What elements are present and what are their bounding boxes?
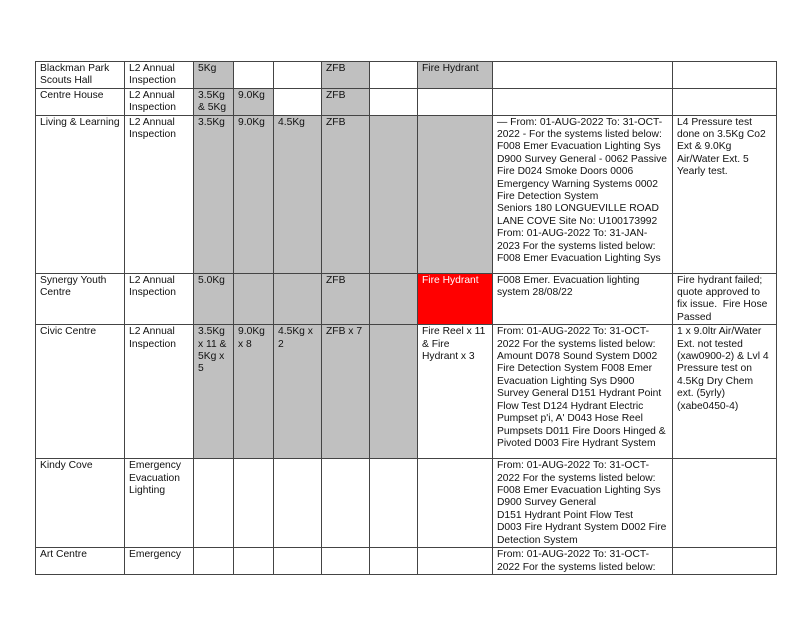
air-water-cell — [234, 548, 274, 575]
hydrant-reel-cell: Fire Hydrant — [418, 62, 493, 89]
site-cell: Centre House — [36, 88, 125, 115]
co2-cell: 5.0Kg — [194, 273, 234, 325]
comments-cell — [673, 459, 777, 548]
fire-blanket-cell: ZFB x 7 — [322, 325, 370, 459]
inspection-type-cell: Emergency Evacuation Lighting — [125, 459, 194, 548]
table-row — [36, 548, 777, 575]
systems-notes-cell — [493, 62, 673, 89]
blank-cell — [370, 115, 418, 273]
hydrant-reel-cell — [418, 88, 493, 115]
inspection-type-cell: L2 Annual Inspection — [125, 325, 194, 459]
fire-blanket-cell — [322, 459, 370, 548]
table-row — [36, 325, 777, 459]
inspection-type-cell: L2 Annual Inspection — [125, 62, 194, 89]
dry-chem-cell: 4.5Kg x 2 — [274, 325, 322, 459]
air-water-cell: 9.0Kg — [234, 88, 274, 115]
table-row — [36, 115, 777, 273]
hydrant-reel-cell: Fire Reel x 11 & Fire Hydrant x 3 — [418, 325, 493, 459]
blank-cell — [370, 459, 418, 548]
table-row — [36, 88, 777, 115]
table-row — [36, 273, 777, 325]
dry-chem-cell — [274, 62, 322, 89]
site-cell: Civic Centre — [36, 325, 125, 459]
comments-cell — [673, 62, 777, 89]
comments-cell — [673, 88, 777, 115]
comments-cell: Fire hydrant failed; quote approved to fix issue. Fire Hose Passed — [673, 273, 777, 325]
inspection-type-cell: L2 Annual Inspection — [125, 273, 194, 325]
co2-cell: 3.5Kg & 5Kg — [194, 88, 234, 115]
fire-blanket-cell: ZFB — [322, 115, 370, 273]
comments-cell: 1 x 9.0ltr Air/Water Ext. not tested (xaw0900-2) & Lvl 4 Pressure test on 4.5Kg Dry Chem ext. (5yrly) (xabe0450-4) — [673, 325, 777, 459]
site-cell: Kindy Cove — [36, 459, 125, 548]
inspection-type-cell: L2 Annual Inspection — [125, 115, 194, 273]
air-water-cell — [234, 62, 274, 89]
air-water-cell: 9.0Kg — [234, 115, 274, 273]
fire-blanket-cell: ZFB — [322, 273, 370, 325]
hydrant-reel-cell — [418, 459, 493, 548]
blank-cell — [370, 548, 418, 575]
hydrant-reel-cell-failed: Fire Hydrant — [418, 273, 493, 325]
comments-cell: L4 Pressure test done on 3.5Kg Co2 Ext & 9.0Kg Air/Water Ext. 5 Yearly test. — [673, 115, 777, 273]
fire-blanket-cell: ZFB — [322, 88, 370, 115]
dry-chem-cell — [274, 88, 322, 115]
dry-chem-cell: 4.5Kg — [274, 115, 322, 273]
site-cell: Art Centre — [36, 548, 125, 575]
site-cell: Synergy Youth Centre — [36, 273, 125, 325]
blank-cell — [370, 88, 418, 115]
hydrant-reel-cell — [418, 548, 493, 575]
inspection-type-cell: L2 Annual Inspection — [125, 88, 194, 115]
dry-chem-cell — [274, 273, 322, 325]
systems-notes-cell: F008 Emer. Evacuation lighting system 28/08/22 — [493, 273, 673, 325]
co2-cell: 3.5Kg x 11 & 5Kg x 5 — [194, 325, 234, 459]
inspection-type-cell: Emergency — [125, 548, 194, 575]
systems-notes-cell: — From: 01-AUG-2022 To: 31-OCT-2022 - For the systems listed below: F008 Emer Evacuation Lighting Sys D900 Survey General - 0062 Passive Fire D024 Smoke Doors 0006 Emergency Warning Systems 0002 Fire Detection System Seniors 180 LONGUEVILLE ROAD LANE COVE Site No: U100173992 From: 01-AUG-2022 To: 31-JAN-2023 For the systems listed below: F008 Emer Evacuation Lighting Sys — [493, 115, 673, 273]
fire-blanket-cell — [322, 548, 370, 575]
table-row — [36, 62, 777, 89]
dry-chem-cell — [274, 459, 322, 548]
site-cell: Blackman Park Scouts Hall — [36, 62, 125, 89]
hydrant-reel-cell — [418, 115, 493, 273]
site-cell: Living & Learning — [36, 115, 125, 273]
systems-notes-cell: From: 01-AUG-2022 To: 31-OCT-2022 For the systems listed below: F008 Emer Evacuation Lighting Sys D900 Survey General D151 Hydrant Point Flow Test D003 Fire Hydrant System D002 Fire Detection System — [493, 459, 673, 548]
air-water-cell — [234, 273, 274, 325]
co2-cell: 3.5Kg — [194, 115, 234, 273]
co2-cell: 5Kg — [194, 62, 234, 89]
blank-cell — [370, 62, 418, 89]
blank-cell — [370, 273, 418, 325]
air-water-cell — [234, 459, 274, 548]
systems-notes-cell — [493, 88, 673, 115]
air-water-cell: 9.0Kg x 8 — [234, 325, 274, 459]
co2-cell — [194, 548, 234, 575]
systems-notes-cell: From: 01-AUG-2022 To: 31-OCT-2022 For the systems listed below: — [493, 548, 673, 575]
table-row — [36, 459, 777, 548]
dry-chem-cell — [274, 548, 322, 575]
comments-cell — [673, 548, 777, 575]
inspection-table — [35, 61, 777, 575]
co2-cell — [194, 459, 234, 548]
fire-blanket-cell: ZFB — [322, 62, 370, 89]
systems-notes-cell: From: 01-AUG-2022 To: 31-OCT-2022 For the systems listed below: Amount D078 Sound System D002 Fire Detection System F008 Emer Evacuation Lighting Sys D900 Survey General D151 Hydrant Point Flow Test D124 Hydrant Electric Pumpset p'i, A' D043 Hose Reel Pumpsets D011 Fire Doors Hinged & Pivoted D003 Fire Hydrant System — [493, 325, 673, 459]
blank-cell — [370, 325, 418, 459]
